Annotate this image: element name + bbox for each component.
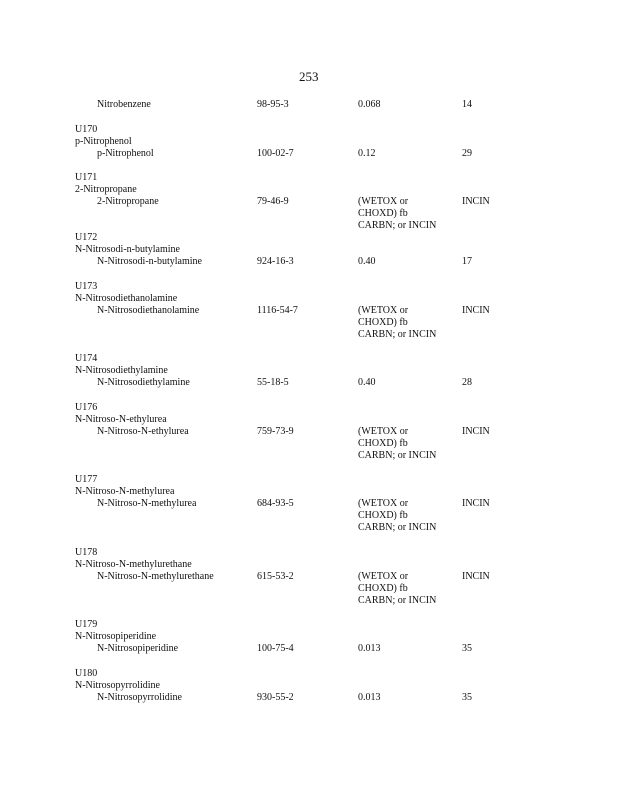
concentration: 0.068 [358, 99, 381, 110]
waste-name: p-Nitrophenol [75, 136, 132, 147]
note-number: 28 [462, 377, 472, 388]
note-number: INCIN [462, 498, 490, 509]
treatment-line: CARBN; or INCIN [358, 220, 437, 231]
note-number: 35 [462, 643, 472, 654]
constituent-name: N-Nitroso-N-methylurethane [97, 571, 214, 582]
treatment-line: CHOXD) fb [358, 438, 408, 449]
note-number: INCIN [462, 571, 490, 582]
concentration: 0.013 [358, 692, 381, 703]
treatment-line: CARBN; or INCIN [358, 329, 437, 340]
waste-name: N-Nitroso-N-methylurea [75, 486, 175, 497]
constituent-name: 2-Nitropropane [97, 196, 159, 207]
cas-number: 55-18-5 [257, 377, 289, 388]
cas-number: 684-93-5 [257, 498, 294, 509]
note-number: INCIN [462, 426, 490, 437]
treatment-line: CARBN; or INCIN [358, 595, 437, 606]
note-number: 14 [462, 99, 472, 110]
waste-name: N-Nitrosodiethanolamine [75, 293, 178, 304]
waste-name: N-Nitrosodi-n-butylamine [75, 244, 180, 255]
waste-name: N-Nitroso-N-ethylurea [75, 414, 167, 425]
concentration: 0.12 [358, 148, 376, 159]
note-number: INCIN [462, 305, 490, 316]
cas-number: 98-95-3 [257, 99, 289, 110]
waste-code: U177 [75, 474, 98, 485]
waste-name: N-Nitrosopiperidine [75, 631, 157, 642]
waste-name: N-Nitrosopyrrolidine [75, 680, 160, 691]
treatment-line: CHOXD) fb [358, 208, 408, 219]
waste-code: U179 [75, 619, 98, 630]
constituent-name: N-Nitrosodi-n-butylamine [97, 256, 202, 267]
cas-number: 615-53-2 [257, 571, 294, 582]
cas-number: 100-75-4 [257, 643, 294, 654]
note-number: 29 [462, 148, 472, 159]
note-number: INCIN [462, 196, 490, 207]
waste-code: U171 [75, 172, 98, 183]
waste-name: N-Nitroso-N-methylurethane [75, 559, 192, 570]
waste-code: U176 [75, 402, 98, 413]
concentration: 0.40 [358, 377, 376, 388]
cas-number: 924-16-3 [257, 256, 294, 267]
treatment-line: CARBN; or INCIN [358, 450, 437, 461]
cas-number: 100-02-7 [257, 148, 294, 159]
waste-code: U174 [75, 353, 98, 364]
constituent-name: p-Nitrophenol [97, 148, 154, 159]
waste-name: 2-Nitropropane [75, 184, 137, 195]
page-number: 253 [299, 69, 319, 84]
treatment-line: CHOXD) fb [358, 317, 408, 328]
waste-code: U178 [75, 547, 98, 558]
cas-number: 79-46-9 [257, 196, 289, 207]
waste-code: U170 [75, 124, 98, 135]
treatment-line: CHOXD) fb [358, 583, 408, 594]
waste-code: U172 [75, 232, 98, 243]
constituent-name: N-Nitrosodiethylamine [97, 377, 190, 388]
constituent-name: N-Nitrosopyrrolidine [97, 692, 182, 703]
waste-code: U173 [75, 281, 98, 292]
concentration: 0.013 [358, 643, 381, 654]
waste-name: N-Nitrosodiethylamine [75, 365, 168, 376]
constituent-name: N-Nitrosopiperidine [97, 643, 179, 654]
constituent-name: N-Nitroso-N-methylurea [97, 498, 197, 509]
treatment-line: CARBN; or INCIN [358, 522, 437, 533]
constituent-name: N-Nitroso-N-ethylurea [97, 426, 189, 437]
note-number: 35 [462, 692, 472, 703]
treatment-line: CHOXD) fb [358, 510, 408, 521]
treatment-line: (WETOX or [358, 305, 409, 316]
cas-number: 930-55-2 [257, 692, 294, 703]
constituent-name: N-Nitrosodiethanolamine [97, 305, 200, 316]
treatment-line: (WETOX or [358, 498, 409, 509]
treatment-line: (WETOX or [358, 196, 409, 207]
cas-number: 759-73-9 [257, 426, 294, 437]
treatment-line: (WETOX or [358, 571, 409, 582]
concentration: 0.40 [358, 256, 376, 267]
waste-code: U180 [75, 668, 98, 679]
cas-number: 1116-54-7 [257, 305, 298, 316]
treatment-line: (WETOX or [358, 426, 409, 437]
constituent-name: Nitrobenzene [97, 99, 151, 110]
note-number: 17 [462, 256, 472, 267]
